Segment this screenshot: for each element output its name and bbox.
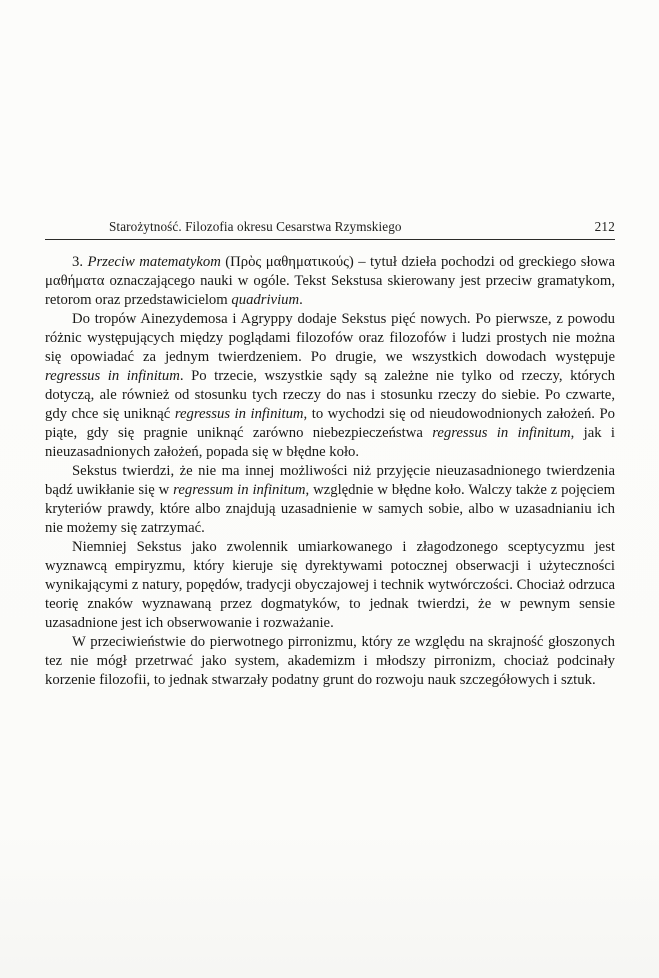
header-rule (45, 239, 615, 240)
italic-text-segment: regressus in infinitum (174, 406, 304, 422)
paragraph (45, 633, 615, 690)
paragraph (45, 310, 615, 462)
text-segment: Do tropów Ainezydemosa i Agryppy dodaje Sekstus pięć nowych. Po pierwsze, z powodu różnic występujących między poglądami filozofów oraz filozofów i ludzi prostych nie można się opowiadać za jednym twierdzeniem. Po drugie, we wszystkich dowodach występuje (45, 311, 615, 365)
text-segment: Niemniej Sekstus jako zwolennik umiarkowanego i złagodzonego sceptycyzmu jest wyznawcą empiryzmu, który kieruje się dyrektywami potocznej obserwacji i użyteczności wynikającymi z natury, popędów, tradycji obyczajowej i technik wytwórczości. Chociaż odrzuca teorię znaków wyznawaną przez dogmatyków, to jednak twierdzi, że w pewnym sensie uzasadnione jest ich obserwowanie i rozważanie. (45, 539, 615, 631)
italic-text-segment: Przeciw matematykom (87, 254, 221, 270)
header-title: Starożytność. Filozofia okresu Cesarstwa Rzymskiego (109, 219, 402, 234)
page-number: 212 (594, 219, 615, 234)
text-segment: , to wychodzi się od nieudowodnionych założeń. Po piąte, gdy się pragnie uniknąć zarówno niebezpieczeństwa (45, 406, 615, 441)
text-segment: (Πρὸς μαθηματικούς) – tytuł dzieła pochodzi od greckiego słowa μαθήματα oznaczającego nauki w ogóle. Tekst Sekstusa skierowany jest przeciw gramatykom, retorom oraz przedstawicielom (45, 254, 615, 308)
text-segment: 3. (72, 254, 88, 270)
italic-text-segment: quadrivium (231, 292, 300, 308)
paragraph (45, 253, 615, 310)
body-text (45, 253, 615, 690)
italic-text-segment: regressus in infinitum (45, 368, 180, 384)
italic-text-segment: regressum in infinitum (173, 482, 306, 498)
paragraph (45, 538, 615, 633)
page-header (45, 219, 615, 234)
text-segment: . (299, 292, 303, 308)
text-segment: , jak i nieuzasadnionych założeń, popada się w błędne koło. (45, 425, 615, 460)
text-segment: , względnie w błędne koło. Walczy także z pojęciem kryteriów prawdy, które albo znajdują uzasadnienie w samych sobie, albo w uzasadnianiu ich nie możemy się zatrzymać. (45, 482, 615, 536)
text-segment: . Po trzecie, wszystkie sądy są zależne nie tylko od rzeczy, których dotyczą, ale również od stosunku tych rzeczy do nas i stosunku rzeczy do siebie. Po czwarte, gdy chce się uniknąć (45, 368, 615, 422)
italic-text-segment: regressus in infinitum (432, 425, 571, 441)
paragraph (45, 462, 615, 538)
text-segment: W przeciwieństwie do pierwotnego pirronizmu, który ze względu na skrajność głoszonych tez nie mógł przetrwać jako system, akademizm i młodszy pirronizm, chociaż podcinały korzenie filozofii, to jednak stwarzały podatny grunt do rozwoju nauk szczegółowych i sztuk. (45, 634, 615, 688)
text-segment: Sekstus twierdzi, że nie ma innej możliwości niż przyjęcie nieuzasadnionego twierdzenia bądź uwikłanie się w (45, 463, 615, 498)
